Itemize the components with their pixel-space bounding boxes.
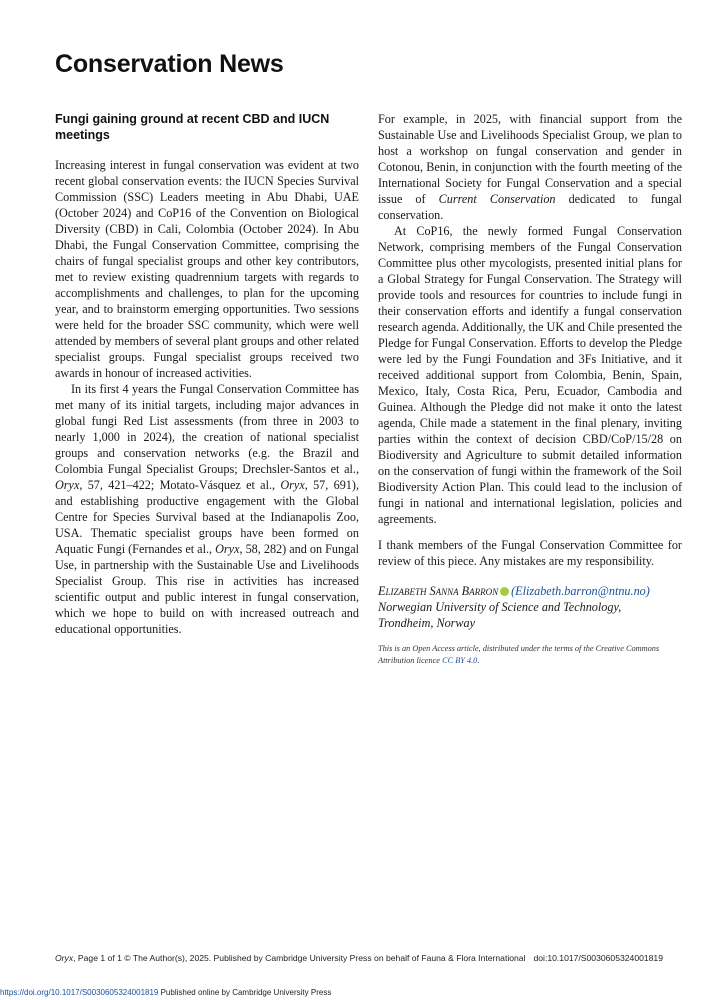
footer-doi: doi:10.1017/S0030605324001819: [533, 953, 663, 963]
license-link[interactable]: CC BY 4.0: [442, 656, 478, 665]
text-segment: , 57, 421–422; Motato-Vásquez et al.,: [79, 478, 281, 492]
orcid-icon[interactable]: [500, 587, 509, 596]
publication-title: Current Conservation: [438, 192, 556, 206]
section-heading: Conservation News: [55, 50, 284, 78]
text-segment: In its first 4 years the Fungal Conservation Committee has met many of its initial targets, including major advances in global fungi Red List assessments (from three in 2003 to nearly 1,000 in 2024), the creation of national specialist groups and conservation networks (e.g. the Brazil and Colombia Fungal Specialist Groups; Drechsler-Santos et al.,: [55, 382, 359, 476]
author-email-link[interactable]: (Elizabeth.barron@ntnu.no): [511, 584, 650, 598]
footer-journal: Oryx: [55, 953, 74, 963]
paragraph-cop16: At CoP16, the newly formed Fungal Conservation Network, comprising members of the Fungal Conservation Committee plus other mycologists, presented initial plans for a Global Strategy for Fungal Conservation. The Strategy will provide tools and resources for countries to include fungi in their conservation efforts and identify a fungal conservation research agenda. Additionally, the UK and Chile presented the Pledge for Fungal Conservation. Efforts to develop the Pledge were led by the Fungi Foundation and 3Fs Initiative, and it received additional support from Colombia, Benin, Spain, Mexico, Italy, Costa Rica, Peru, Ecuador, Cambodia and Guinea. Although the Pledge did not make it onto the latest agenda, Chile made a statement in the final plenary, inviting parties within the context of decision CBD/CoP/15/28 on Biodiversity and Agriculture to submit detailed information on the conservation of fungi within the framework of the Soil Biodiversity Action Plan. This could lead to the inclusion of fungi in national and international legislation, policies and agreements.: [378, 224, 682, 526]
download-bar: [0, 988, 331, 997]
author-block: [378, 583, 682, 631]
author-name: Elizabeth Sanna Barron: [378, 584, 499, 598]
page-footer: [55, 953, 663, 963]
paragraph-workshop: [378, 111, 682, 223]
acknowledgement: I thank members of the Fungal Conservation Committee for review of this piece. Any mistakes are my responsibility.: [378, 538, 682, 568]
journal-citation: Oryx: [215, 542, 240, 556]
text-segment: For example, in 2025, with financial support from the Sustainable Use and Livelihoods Specialist Group, we plan to host a workshop on fungal conservation and gender in Cotonou, Benin, in conjunction with the fourth meeting of the International Society for Fungal Conservation and a special issue of: [378, 112, 682, 206]
published-online-text: Published online by Cambridge University Press: [158, 988, 332, 997]
paragraph-targets: [55, 381, 359, 637]
text-segment: , 57, 691), and establishing productive engagement with the Global Centre for Species Survival based at the Indianapolis Zoo, USA. Thematic specialist groups have been formed on Aquatic Fungi (Fernandes et al.,: [55, 478, 360, 556]
author-location: Trondheim, Norway: [378, 616, 476, 630]
license-note: [378, 643, 682, 667]
footer-text: , Page 1 of 1 © The Author(s), 2025. Published by Cambridge University Press on behalf of Fauna & Flora International: [73, 953, 526, 963]
article-title: Fungi gaining ground at recent CBD and IUCN meetings: [55, 112, 330, 142]
paragraph-intro: Increasing interest in fungal conservation was evident at two recent global conservation events: the IUCN Species Survival Commission (SSC) Leaders meeting in Abu Dhabi, UAE (October 2024) and CoP16 of the Convention on Biological Diversity (CBD) in Cali, Colombia (October 2024). In Abu Dhabi, the Fungal Conservation Committee, comprising the chairs of fungal specialist groups and other key contributors, met to review existing quadrennium targets with regards to accomplishments and challenges, to plan for the upcoming year, and to brainstorm emerging opportunities. Two sessions were held for the broader SSC community, which were well attended by members of several plant groups and other related specialist groups. Fungal specialist groups received two awards in honour of increased activities.: [55, 158, 359, 380]
right-column: [378, 111, 682, 667]
text-segment: dedicated to fungal conservation.: [378, 192, 682, 222]
left-column: [55, 111, 359, 637]
license-end: .: [477, 656, 480, 665]
author-line: [378, 583, 682, 599]
journal-citation: Oryx: [55, 478, 80, 492]
journal-citation: Oryx: [280, 478, 305, 492]
text-segment: , 58, 282) and on Fungal Use, in partnership with the Sustainable Use and Livelihoods Specialist Group. This rise in activities has increased scientific output and public interest in fungal conservation, which we hope to build on with increased outreach and educational opportunities.: [55, 542, 359, 636]
author-affiliation: Norwegian University of Science and Technology,: [378, 600, 622, 614]
license-text: This is an Open Access article, distributed under the terms of the Creative Commons Attribution licence: [378, 644, 660, 665]
doi-link[interactable]: https://doi.org/10.1017/S0030605324001819: [0, 988, 159, 997]
